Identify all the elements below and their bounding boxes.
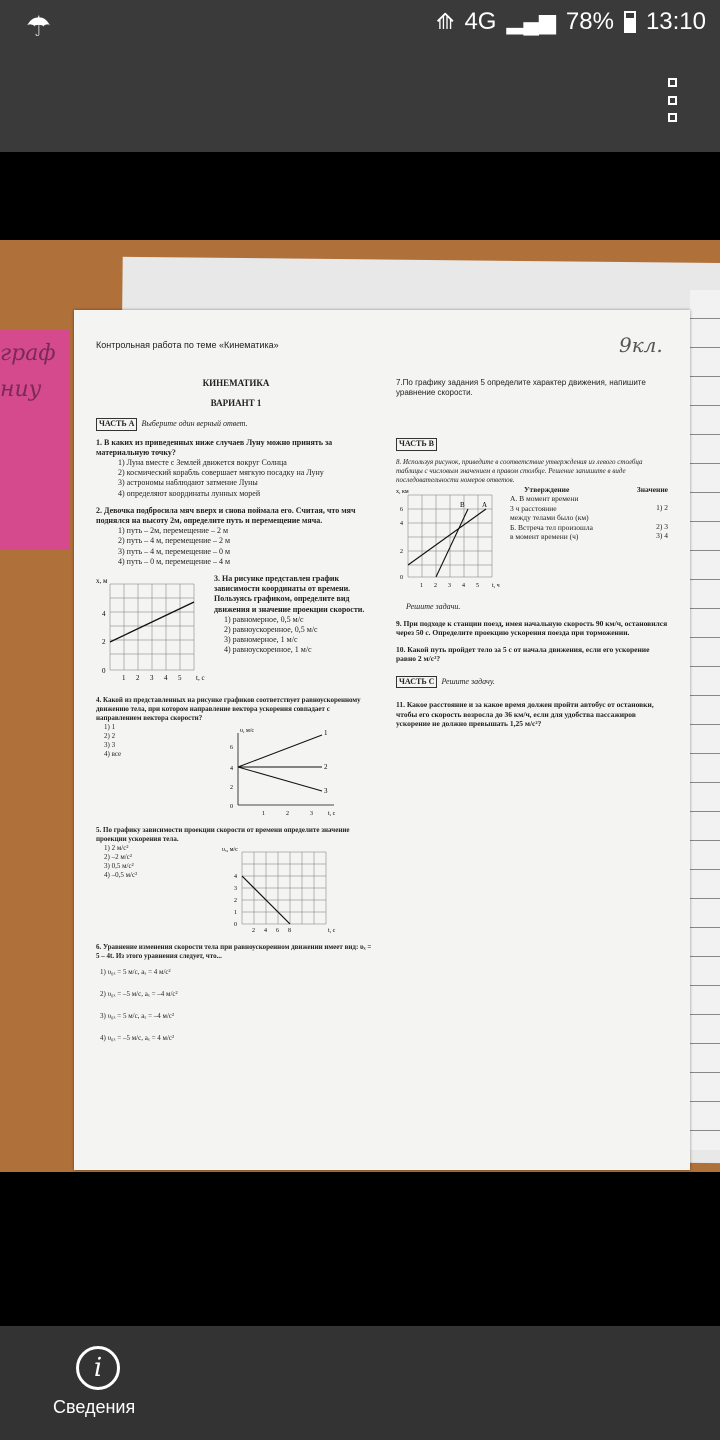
q3-text: 3. На рисунке представлен график зависимости координаты от времени. Пользуясь графиком, определите вид движения и значение проекции скорости.	[214, 574, 365, 614]
q4-line-label: 2	[324, 763, 328, 772]
q4-ylabel: υ, м/с	[240, 728, 255, 735]
q6-option: 2) υ₀ₓ = –5 м/с, aₓ = –4 м/с²	[100, 990, 178, 999]
q2-option: 3) путь – 4 м, перемещение – 0 м	[118, 546, 231, 556]
q8-row: А. В момент времени	[510, 494, 579, 504]
q8-ytick: 2	[400, 548, 403, 555]
q5-option: 3) 0,5 м/с²	[104, 862, 134, 871]
q2-option: 1) путь – 2м, перемещение – 2 м	[118, 526, 229, 536]
part-a-heading	[96, 418, 376, 430]
q8-line-label: B	[460, 500, 465, 509]
q8-text: 8. Используя рисунок, приведите в соответствие утверждения из левого столбца таблицы с числовым значением в правом столбце. Решение запишите в виде последовательности номеров ответов.	[396, 457, 643, 484]
q6-option: 3) υ₀ₓ = 5 м/с, aₓ = –4 м/с²	[100, 1012, 175, 1021]
q3-ytick: 4	[102, 610, 106, 619]
q5-xtick: 4	[264, 928, 267, 935]
q4-line-label: 1	[324, 729, 328, 738]
q4-xlabel: t, с	[328, 811, 336, 818]
battery-level: 78%	[565, 8, 614, 35]
q8-row: в момент времени (ч)	[510, 532, 579, 542]
q8-row: 3 ч расстояние	[510, 503, 557, 513]
q4-option: 2) 2	[104, 732, 116, 741]
q4-text: 4. Какой из представленных на рисунке графиков соответствует равноускоренному движению тела, при котором направление вектора ускорения совпадает с направлением вектора скорости?	[96, 696, 361, 723]
q3-ytick: 2	[102, 638, 106, 647]
part-a-instr: Выберите один верный ответ.	[141, 419, 248, 429]
q8-ytick: 0	[400, 574, 403, 581]
q4-ytick: 2	[230, 785, 233, 792]
q5-option: 1) 2 м/с²	[104, 844, 129, 853]
q2-option: 4) путь – 0 м, перемещение – 4 м	[118, 556, 231, 566]
q4-option: 3) 3	[104, 741, 116, 750]
q2-option: 2) путь – 4 м, перемещение – 2 м	[118, 536, 231, 546]
q8-table-header	[510, 485, 668, 495]
q3-xtick: 5	[178, 674, 182, 683]
q5-option: 4) –0,5 м/с²	[104, 871, 138, 880]
q5-xlabel: t, с	[328, 928, 336, 935]
q8-xtick: 1	[420, 582, 423, 589]
part-a-label: ЧАСТЬ А	[96, 418, 137, 430]
q3-option: 1) равномерное, 0,5 м/с	[224, 614, 304, 624]
q3-block	[96, 574, 376, 684]
q8-col2: Значение	[636, 484, 668, 494]
test-sheet	[74, 310, 690, 1170]
q5-xtick: 6	[276, 928, 279, 935]
image-viewer[interactable]	[0, 152, 720, 1326]
q5-ytick: 4	[234, 874, 237, 881]
q3-xlabel: t, с	[196, 674, 205, 683]
network-type: 4G	[464, 8, 497, 35]
q7-text: 7.По графику задания 5 определите характер движения, напишите уравнение скорости.	[396, 378, 646, 398]
toolbar	[0, 48, 720, 152]
q3-xtick: 2	[136, 674, 140, 683]
q8-value: 3) 4	[656, 531, 668, 541]
ruled-notebook	[690, 290, 720, 1150]
q4-ytick: 0	[230, 804, 233, 811]
pink-card: граф ниу	[0, 330, 70, 550]
q5-graph	[222, 844, 342, 936]
q8-line-b	[436, 509, 468, 577]
q8-xtick: 2	[434, 582, 437, 589]
q1-option: 3) астрономы наблюдают затмение Луны	[118, 478, 258, 488]
q5-option: 2) –2 м/с²	[104, 853, 132, 862]
q8-xtick: 5	[476, 582, 479, 589]
q4-line-label: 3	[324, 787, 328, 796]
q1-option: 1) Луна вместе с Землей движется вокруг Солнца	[118, 458, 287, 468]
q9-text: 9. При подходе к станции поезд, имея начальную скорость 90 км/ч, остановился через 50 с. Определите проекцию ускорения поезда при торможении.	[396, 618, 668, 638]
q6-option: 4) υ₀ₓ = –5 м/с, aₓ = 4 м/с²	[100, 1034, 175, 1043]
q4-ytick: 4	[230, 766, 233, 773]
doc-variant: ВАРИАНТ 1	[210, 398, 262, 409]
q4-graph	[222, 723, 342, 819]
more-vert-icon[interactable]	[664, 78, 680, 122]
doc-title: КИНЕМАТИКА	[202, 378, 270, 388]
part-b-label: ЧАСТЬ В	[396, 438, 437, 450]
umbrella-icon: ☂	[26, 11, 52, 42]
q4-line-3	[238, 767, 322, 791]
q8-xtick: 3	[448, 582, 451, 589]
q3-ytick: 0	[102, 667, 106, 676]
handwritten-note: 9кл.	[619, 333, 663, 357]
q5-ytick: 0	[234, 922, 237, 929]
q5-ytick: 2	[234, 898, 237, 905]
q5-ytick: 3	[234, 886, 237, 893]
q11-text: 11. Какое расстояние и за какое время должен пройти автобус от остановки, чтобы его скорость возросла до 36 км/ч, если для удобства пассажиров ускорение не должно превышать 1,25 м/с²?	[396, 700, 654, 729]
info-icon: i	[76, 1346, 120, 1390]
q4-xtick: 1	[262, 811, 265, 818]
signal-icon: ▂▄▆	[506, 9, 556, 34]
solve-label: Решите задачи.	[406, 601, 461, 611]
sheet-header: Контрольная работа по теме «Кинематика»	[96, 340, 279, 350]
part-c-label: ЧАСТЬ С	[396, 676, 437, 688]
q5-block	[96, 844, 376, 936]
q5-ytick: 1	[234, 910, 237, 917]
q8-xtick: 4	[462, 582, 465, 589]
q4-ytick: 6	[230, 745, 233, 752]
q1-option: 4) определяют координаты лунных морей	[118, 488, 261, 498]
q5-xtick: 2	[252, 928, 255, 935]
q4-option: 4) все	[104, 750, 122, 759]
q6-option: 1) υ₀ₓ = 5 м/с, aₓ = 4 м/с²	[100, 968, 171, 977]
q2-text: 2. Девочка подбросила мяч вверх и снова поймала его. Считая, что мяч поднялся на высоту 2м, определите путь и перемещение мяча.	[96, 505, 356, 526]
q3-xtick: 3	[150, 674, 154, 683]
battery-icon	[624, 11, 636, 33]
left-column	[96, 378, 376, 1049]
bottom-bar	[0, 1326, 720, 1440]
clock: 13:10	[645, 8, 706, 35]
right-column	[396, 378, 668, 729]
q8-line-label: A	[482, 500, 488, 509]
wifi-icon: ⟰	[436, 9, 455, 34]
q4-xtick: 2	[286, 811, 289, 818]
q8-block	[396, 485, 668, 595]
q8-graph	[396, 485, 504, 595]
q5-xtick: 8	[288, 928, 291, 935]
q4-xtick: 3	[310, 811, 313, 818]
q8-value: 1) 2	[656, 503, 668, 513]
q8-row: Б. Встреча тел произошла	[510, 522, 593, 532]
q3-option: 4) равноускоренное, 1 м/с	[224, 645, 312, 655]
q3-option: 2) равноускоренное, 0,5 м/с	[224, 625, 318, 635]
status-bar	[0, 0, 720, 48]
part-b-heading	[396, 438, 668, 450]
q8-value: 2) 3	[656, 521, 668, 531]
q3-xtick: 4	[164, 674, 168, 683]
q8-col1: Утверждение	[524, 484, 570, 494]
part-c-instr: Решите задачу.	[441, 676, 495, 686]
q5-text: 5. По графику зависимости проекции скорости от времени определите значение проекции ускорения тела.	[96, 826, 350, 844]
q3-xtick: 1	[122, 674, 126, 683]
q4-line-1	[238, 735, 322, 767]
photo	[0, 240, 720, 1172]
q1-text: 1. В каких из приведенных ниже случаев Луну можно принять за материальную точку?	[96, 437, 333, 457]
q4-option: 1) 1	[104, 723, 116, 732]
q8-xlabel: t, ч	[492, 582, 500, 589]
q3-option: 3) равномерное, 1 м/с	[224, 635, 298, 645]
q10-text: 10. Какой путь пройдет тело за 5 с от начала движения, если его ускорение равно 2 м/с²?	[396, 644, 650, 664]
q6-text: 6. Уравнение изменения скорости тела при равноускоренном движении имеет вид: υₓ = 5 – 4t. Из этого уравнения следует, что...	[96, 943, 372, 961]
q8-ytick: 6	[400, 506, 403, 513]
q1-option: 2) космический корабль совершает мягкую посадку на Луну	[118, 468, 324, 478]
q3-ylabel: x, м	[96, 577, 108, 586]
info-label: Сведения	[53, 1397, 136, 1417]
part-c-heading	[396, 676, 668, 688]
q3-graph	[96, 574, 208, 684]
info-button[interactable]	[53, 1341, 143, 1431]
q8-row: между телами было (км)	[510, 513, 589, 523]
q5-ylabel: υₓ, м/с	[222, 847, 238, 854]
q4-block	[96, 723, 376, 819]
q8-ytick: 4	[400, 520, 403, 527]
q8-ylabel: x, км	[396, 488, 409, 495]
